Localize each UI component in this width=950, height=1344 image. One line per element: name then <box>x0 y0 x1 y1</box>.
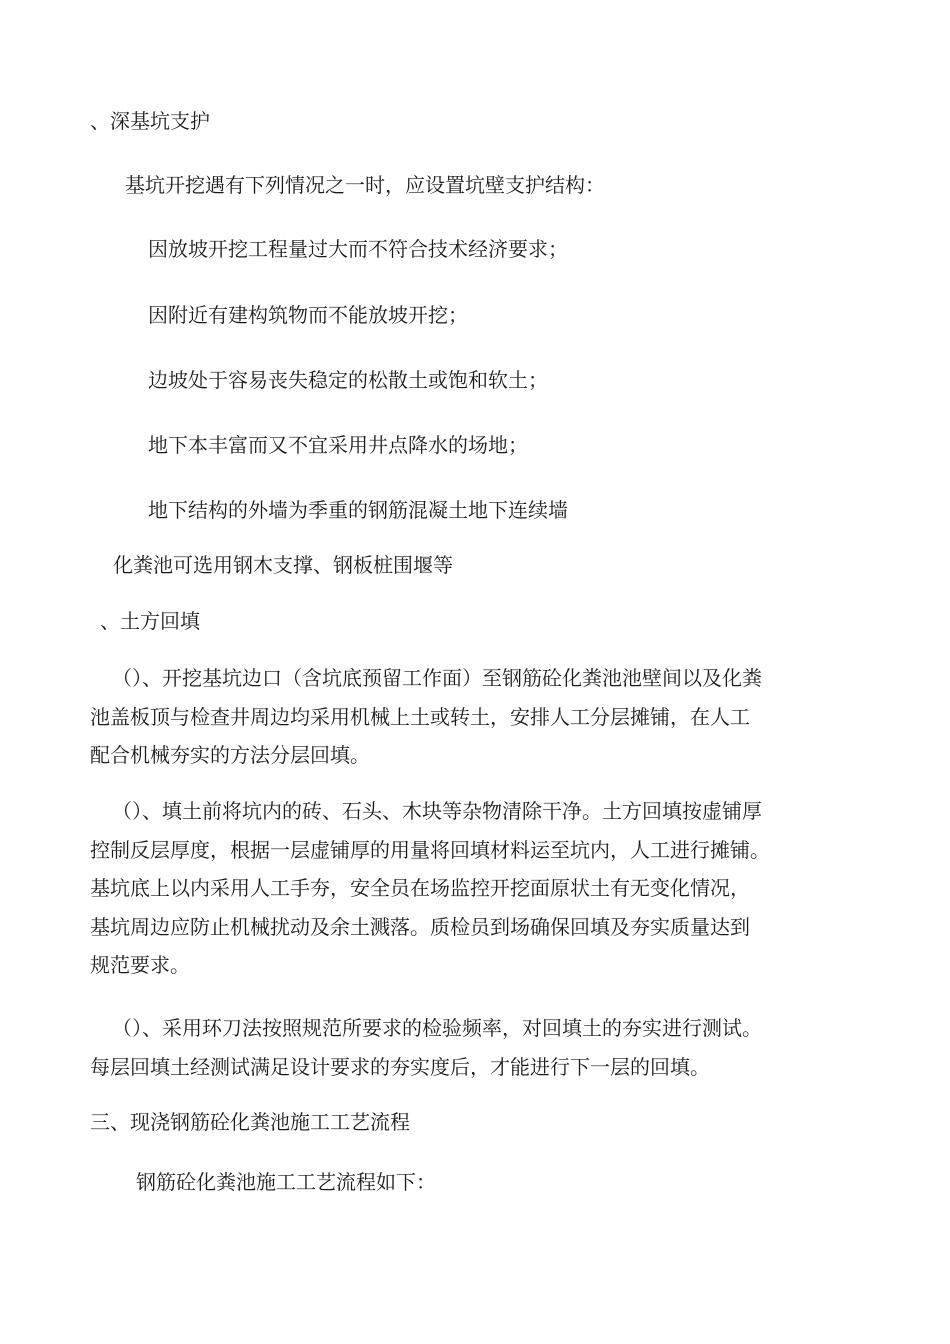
paragraph-line: 控制反层厚度，根据一层虚铺厚的用量将回填材料运至坑内，人工进行摊铺。 <box>90 837 770 862</box>
condition-item: 因附近有建构筑物而不能放坡开挖； <box>148 303 468 327</box>
paragraph-line: 规范要求。 <box>90 953 190 977</box>
paragraph-line: 基坑底上以内采用人工手夯，安全员在场监控开挖面原状土有无变化情况， <box>90 876 750 900</box>
paragraph-line: （）、采用环刀法按照规范所要求的检验频率，对回填土的夯实进行测试。 <box>112 1016 762 1040</box>
condition-item: 地下本丰富而又不宜采用井点降水的场地； <box>148 433 528 457</box>
paragraph-line: 每层回填土经测试满足设计要求的夯实度后，才能进行下一层的回填。 <box>90 1054 710 1079</box>
heading-construction-process: 三、现浇钢筋砼化粪池施工工艺流程 <box>90 1110 410 1134</box>
process-intro: 钢筋砼化粪池施工工艺流程如下： <box>136 1170 436 1194</box>
paragraph-line: 配合机械夯实的方法分层回填。 <box>90 743 370 767</box>
heading-deep-pit-support: 、深基坑支护 <box>90 109 210 133</box>
backfill-paragraph-2 <box>90 792 850 985</box>
deep-pit-intro: 基坑开挖遇有下列情况之一时，应设置坑壁支护结构： <box>125 173 605 197</box>
paragraph-line: 基坑周边应防止机械扰动及余土溅落。质检员到场确保回填及夯实质量达到 <box>90 914 750 939</box>
paragraph-line: （）、填土前将坑内的砖、石头、木块等杂物清除干净。土方回填按虚铺厚 <box>112 799 762 823</box>
heading-earth-backfill: 、土方回填 <box>100 609 200 633</box>
condition-item: 边坡处于容易丧失稳定的松散土或饱和软土； <box>148 368 548 392</box>
paragraph-line: （）、开挖基坑边口（含坑底预留工作面）至钢筋砼化粪池池壁间以及化粪 <box>112 666 762 690</box>
condition-item: 地下结构的外墙为季重的钢筋混凝土地下连续墙 <box>148 498 568 522</box>
condition-item: 因放坡开挖工程量过大而不符合技术经济要求； <box>148 237 568 261</box>
support-note: 化粪池可选用钢木支撑、钢板桩围堰等 <box>113 553 453 577</box>
paragraph-line: 池盖板顶与检查井周边均采用机械上土或转土，安排人工分层摊铺，在人工 <box>90 704 750 729</box>
backfill-paragraph-3 <box>90 1009 850 1086</box>
backfill-paragraph-1 <box>90 659 850 775</box>
